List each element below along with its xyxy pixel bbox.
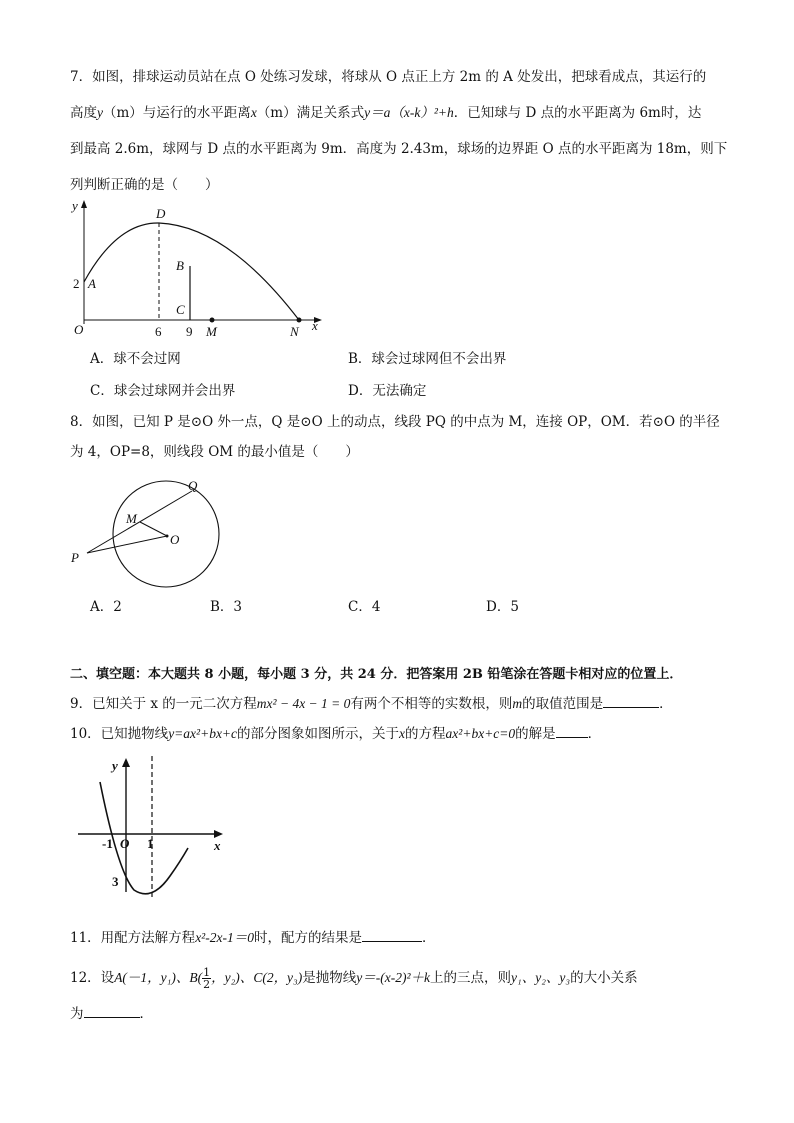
q7-label-C: C <box>176 302 185 317</box>
q7-option-d: D．无法确定 <box>348 383 427 399</box>
q10-formula1: y=ax²+bx+c <box>168 726 238 741</box>
q10-label-m1: -1 <box>102 836 113 851</box>
q12-point-B-pre: B( <box>189 970 203 985</box>
q10-var-x: x <box>399 726 406 741</box>
q12-point-A: A(－1，y₁)、 <box>114 970 190 985</box>
q12-text-c: 上的三点，则 <box>430 970 512 986</box>
q11-answer-blank[interactable] <box>362 928 422 942</box>
q8-option-d: D．5 <box>486 599 519 615</box>
q10-label-y: y <box>112 758 118 773</box>
q8-label-O: O <box>170 532 180 547</box>
q8-line1: 8．如图，已知 P 是⊙O 外一点，Q 是⊙O 上的动点，线段 PQ 的中点为 M，连接 OP，OM．若⊙O 的半径 <box>70 414 720 430</box>
q12-fraction <box>202 967 211 990</box>
q11-end: ． <box>421 930 436 946</box>
q7-label-M: M <box>206 324 217 339</box>
q8-segment-MO <box>140 522 167 536</box>
q7-formula: y＝a（x-k）²+h <box>364 105 454 120</box>
q12-text-b: 是抛物线 <box>302 970 357 986</box>
q8-label-P: P <box>71 550 79 565</box>
q8-segment-PO <box>87 536 167 553</box>
q7-label-B: B <box>176 258 184 273</box>
q7-line1: 7．如图，排球运动员站在点 O 处练习发球，将球从 O 点正上方 2m 的 A 处发出，把球看成点，其运行的 <box>70 69 707 85</box>
q7-label-6: 6 <box>155 324 162 339</box>
q8-option-c: C．4 <box>348 599 381 615</box>
q11-line <box>70 928 435 947</box>
q7-line4: 列判断正确的是（ ） <box>70 177 219 193</box>
q7-line2-text-a: 高度 <box>70 105 97 121</box>
q10-answer-blank[interactable] <box>556 724 588 738</box>
q7-figure <box>62 196 342 341</box>
section2-heading: 二、填空题：本大题共 8 小题，每小题 3 分，共 24 分．把答案用 2B 铅笔涂在答题卡相对应的位置上． <box>70 667 683 682</box>
q7-line2-text-b: （m）与运行的水平距离 <box>103 105 251 121</box>
q7-point-M <box>210 318 215 323</box>
q7-option-a: A．球不会过网 <box>90 351 181 367</box>
q7-label-x: x <box>312 318 318 333</box>
q12-line1 <box>70 964 638 992</box>
q10-figure <box>72 752 232 902</box>
q7-option-b: B．球会过球网但不会出界 <box>348 351 507 367</box>
q9-line <box>70 694 673 713</box>
q12-line2 <box>70 1004 153 1023</box>
q10-text-c: 的方程 <box>405 726 446 742</box>
q8-option-b: B．3 <box>210 599 243 615</box>
q10-line <box>70 724 601 743</box>
q7-y-arrow <box>81 200 87 208</box>
q11-text-a: 11．用配方法解方程 <box>70 930 196 946</box>
q9-formula: mx² − 4x − 1 = 0 <box>256 696 351 711</box>
q7-label-O: O <box>74 322 84 337</box>
q8-point-O <box>166 535 169 538</box>
q7-label-y: y <box>72 198 78 213</box>
q12-fraction-den: 2 <box>203 978 211 991</box>
q7-trajectory-curve <box>84 223 299 320</box>
q7-label-9: 9 <box>186 324 193 339</box>
q7-label-A: A <box>88 276 96 291</box>
q12-point-B-post: ，y₂)、 <box>211 970 254 985</box>
q12-text-d: 的大小关系 <box>570 970 638 986</box>
q8-label-M: M <box>126 511 137 526</box>
q10-end: ． <box>587 726 602 742</box>
q7-line2-text-c: （m）满足关系式 <box>256 105 365 121</box>
q8-option-a: A．2 <box>90 599 122 615</box>
q8-label-Q: Q <box>188 478 198 493</box>
q8-circle-O <box>113 481 219 587</box>
q7-line3: 到最高 2.6m，球网与 D 点的水平距离为 9m．高度为 2.43m，球场的边界距 O 点的水平距离为 18m，则下 <box>70 141 728 157</box>
q10-text-d: 的解是 <box>515 726 556 742</box>
q10-label-3: 3 <box>112 874 119 889</box>
q12-ys: y₁、y₂、y₃ <box>511 970 571 985</box>
q7-var-y: y <box>97 105 103 120</box>
q11-formula: x²-2x-1＝0 <box>195 930 254 945</box>
q9-text-a: 9．已知关于 x 的一元二次方程 <box>70 696 257 712</box>
q11-text-b: 时，配方的结果是 <box>253 930 362 946</box>
q10-text-b: 的部分图象如图所示，关于 <box>237 726 400 742</box>
q12-end: ． <box>139 1006 153 1022</box>
q10-label-O: O <box>120 836 130 851</box>
q12-text-line2: 为 <box>70 1006 84 1022</box>
q10-y-arrow <box>122 758 130 767</box>
q7-var-x: x <box>250 105 257 120</box>
q9-text-c: 的取值范围是 <box>522 696 604 712</box>
q7-line2-text-d: ．已知球与 D 点的水平距离为 6m时，达 <box>453 105 702 121</box>
q9-answer-blank[interactable] <box>603 694 659 708</box>
q9-text-b: 有两个不相等的实数根，则 <box>350 696 513 712</box>
q7-option-c: C．球会过球网并会出界 <box>90 383 236 399</box>
q12-text-a: 12．设 <box>70 970 115 986</box>
q12-formula: y＝-(x-2)²＋k <box>356 970 431 985</box>
q7-point-N <box>297 318 302 323</box>
q8-line2: 为 4，OP=8，则线段 OM 的最小值是（ ） <box>70 444 359 460</box>
q12-point-C: C(2，y₃) <box>253 970 303 985</box>
q7-line2 <box>70 104 701 122</box>
q10-label-1: 1 <box>147 836 154 851</box>
q9-end: ． <box>659 696 673 712</box>
q10-x-arrow <box>214 830 223 838</box>
q10-label-x: x <box>214 838 221 853</box>
q7-label-D: D <box>156 206 166 221</box>
q7-label-2: 2 <box>73 276 80 291</box>
q12-answer-blank[interactable] <box>84 1004 140 1018</box>
q10-text-a: 10．已知抛物线 <box>70 726 169 742</box>
q12-fraction-num: 1 <box>203 966 211 979</box>
q10-formula2: ax²+bx+c=0 <box>445 726 516 741</box>
q8-figure <box>64 470 234 590</box>
q7-label-N: N <box>290 324 299 339</box>
q9-var-m: m <box>512 696 523 711</box>
